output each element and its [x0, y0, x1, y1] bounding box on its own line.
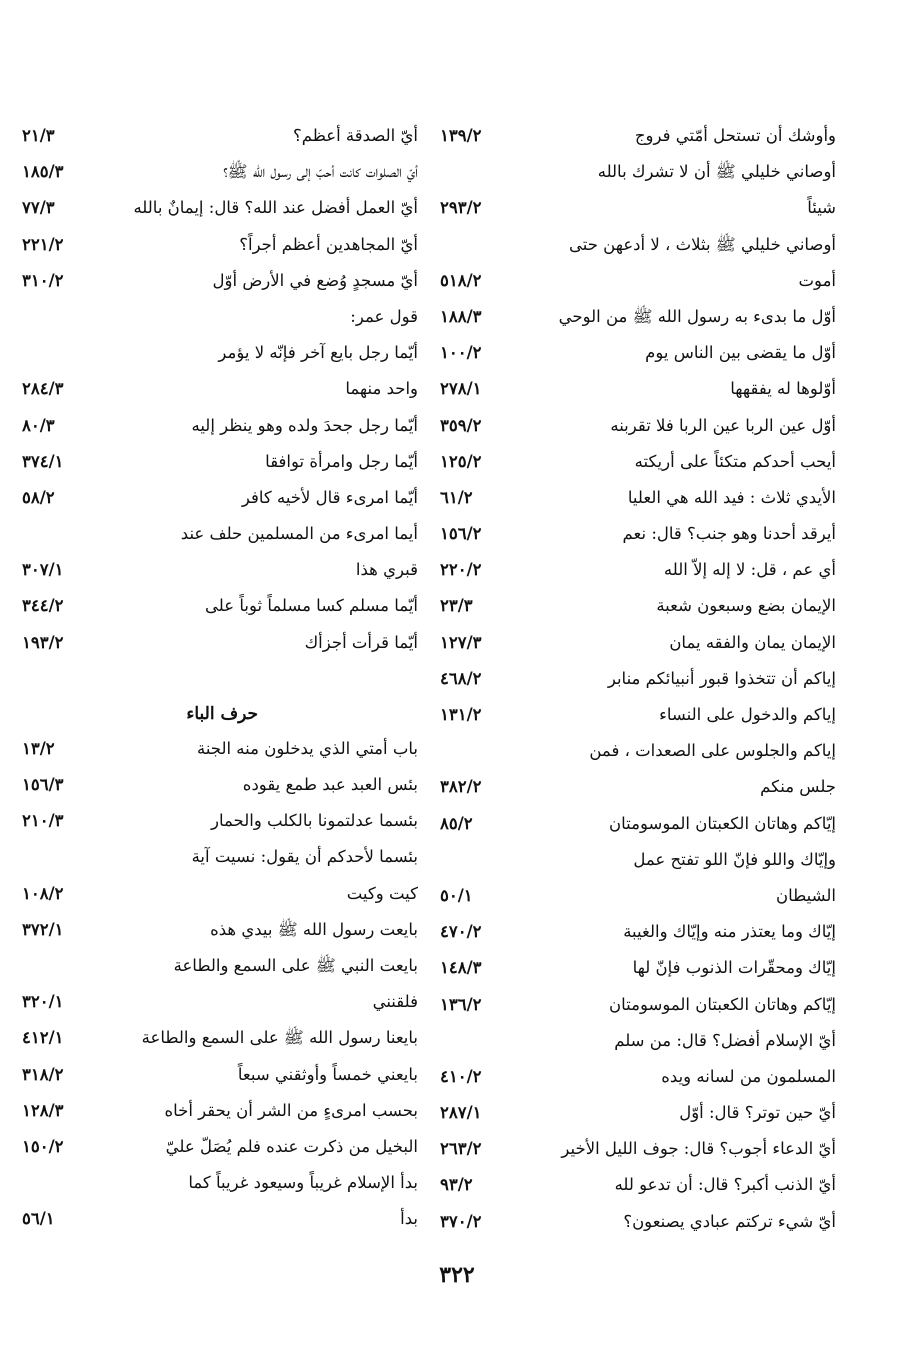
index-entry: [440, 1103, 836, 1139]
index-entry: [440, 1139, 836, 1175]
entry-reference: ١٨٥/٣: [22, 162, 64, 182]
index-entry: [440, 162, 836, 198]
entry-reference: ٤١٠/٢: [440, 1066, 482, 1086]
entry-text: أوّل ما بدىء به رسول الله ﷺ من الوحي: [558, 306, 836, 326]
index-entry: [22, 488, 418, 524]
entry-reference: ١٢٨/٣: [22, 1100, 64, 1120]
entry-reference: ٤٦٨/٢: [440, 668, 482, 688]
entry-text: أوصاني خليلي ﷺ بثلاث ، لا أدعهن حتى: [569, 234, 836, 254]
entry-text: أيحب أحدكم متكئاً على أريكته: [634, 451, 836, 471]
index-entry: [440, 705, 836, 741]
entry-text: بئسما عدلتمونا بالكلب والحمار: [211, 811, 418, 831]
entry-reference: ٧٧/٣: [22, 198, 55, 218]
entry-reference: ٣٧٠/٢: [440, 1211, 482, 1231]
entry-text: أيّما مسلم كسا مسلماً ثوباً على: [205, 596, 418, 616]
entry-text: بحسب امرىءٍ من الشر أن يحقر أخاه: [164, 1100, 418, 1120]
index-entry: [440, 235, 836, 271]
index-entry: [440, 488, 836, 524]
index-entry: [22, 884, 418, 920]
entry-text: أيّ مسجدٍ وُضع في الأرض أوّل: [212, 270, 418, 290]
entry-text: إيّاكم وهاتان الكعبتان الموسومتان: [609, 994, 836, 1014]
left-column-top-entries: [22, 126, 418, 669]
index-entry: [440, 307, 836, 343]
index-entry: [440, 198, 836, 234]
entry-text: أموت: [798, 270, 836, 290]
index-entry: [22, 596, 418, 632]
entry-text: بئس العبد عبد طمع يقوده: [242, 775, 418, 794]
section-heading: حرف الباء: [186, 703, 258, 724]
index-entry: [440, 669, 836, 705]
index-entry: [440, 814, 836, 850]
entry-text: أيّما امرىء قال لأخيه كافر: [241, 487, 418, 507]
section-spacer: [22, 669, 418, 689]
entry-reference: ١٣١/٢: [440, 705, 482, 724]
entry-text: إيّاكم وهاتان الكعبتان الموسومتان: [609, 813, 836, 833]
entry-reference: ١٠٠/٢: [440, 343, 482, 363]
index-entry: [440, 958, 836, 994]
entry-text: أيّ شيء تركتم عبادي يصنعون؟: [623, 1211, 836, 1231]
entry-text: بايعنا رسول الله ﷺ على السمع والطاعة: [141, 1028, 418, 1048]
entry-reference: ٩٣/٢: [440, 1175, 473, 1195]
entry-reference: ٢١/٣: [22, 126, 55, 145]
index-entry: [22, 560, 418, 596]
entry-reference: ٣٥٩/٢: [440, 415, 482, 435]
entry-reference: ٣٠٧/١: [22, 560, 64, 580]
entry-text: أيّما رجل جحدَ ولده وهو ينظر إليه: [191, 415, 418, 435]
entry-reference: ٢٣/٣: [440, 596, 473, 616]
index-entry: [440, 379, 836, 415]
entry-text: الإيمان بضع وسبعون شعبة: [656, 596, 836, 616]
index-entry: [22, 235, 418, 271]
entry-text: أيّ الدعاء أجوب؟ قال: جوف الليل الأخير: [561, 1139, 836, 1159]
entry-text: بايعت رسول الله ﷺ بيدي هذه: [210, 919, 418, 939]
entry-reference: ١٥٦/٣: [22, 775, 64, 794]
entry-text: أيّ الإسلام أفضل؟ قال: من سلم: [614, 1030, 836, 1050]
index-entry: [22, 1065, 418, 1101]
entry-text: الشيطان: [776, 885, 836, 905]
index-entry: [440, 922, 836, 958]
entry-reference: ١٢٧/٣: [440, 632, 482, 652]
entry-reference: ٤١٢/١: [22, 1028, 64, 1048]
entry-text: أوّلوها له يفقهها: [730, 379, 836, 399]
entry-reference: ٥٦/١: [22, 1209, 55, 1229]
index-entry: [440, 886, 836, 922]
index-entry: [440, 416, 836, 452]
entry-reference: ١٣٦/٢: [440, 994, 482, 1014]
entry-reference: ٣٧٤/١: [22, 451, 64, 471]
entry-reference: ٥١٨/٢: [440, 270, 482, 290]
index-entry: [22, 633, 418, 669]
entry-text: المسلمون من لسانه ويده: [661, 1066, 836, 1086]
entry-text: قول عمر:: [350, 306, 418, 326]
index-entry: [22, 1209, 418, 1245]
entry-reference: ٢٨٧/١: [440, 1103, 482, 1123]
entry-text: بدأ: [400, 1209, 418, 1229]
index-entry: [440, 741, 836, 777]
entry-reference: ٢٦٣/٢: [440, 1139, 482, 1159]
index-entry: [22, 307, 418, 343]
entry-text: أيما امرىء من المسلمين حلف عند: [180, 524, 418, 544]
left-column: [22, 126, 418, 1245]
entry-reference: ٣١٨/٢: [22, 1064, 64, 1084]
entry-text: أيّ الذنب أكبر؟ قال: أن تدعو لله: [614, 1175, 836, 1195]
left-column-bottom-entries: [22, 739, 418, 1246]
entry-reference: ٢٧٨/١: [440, 379, 482, 399]
entry-reference: ٢٢١/٢: [22, 234, 64, 254]
entry-text: فلقنني: [372, 992, 418, 1012]
index-entry: [440, 1175, 836, 1211]
entry-text: أيّما رجل بايع آخر فإنّه لا يؤمر: [218, 343, 418, 363]
entry-text: أيّ العمل أفضل عند الله؟ قال: إيمانٌ بالله: [133, 198, 418, 218]
entry-reference: ١٠٨/٢: [22, 883, 64, 903]
entry-text: شيئاً: [807, 198, 836, 218]
entry-reference: ٢٨٤/٣: [22, 379, 64, 399]
index-entry: [22, 126, 418, 162]
index-entry: [22, 343, 418, 379]
index-entry: [22, 847, 418, 883]
entry-reference: ١٩٣/٢: [22, 632, 64, 652]
entry-text: بئسما لأحدكم أن يقول: نسيت آية: [191, 847, 418, 867]
entry-reference: ٥٠/١: [440, 885, 473, 905]
index-entry: [22, 811, 418, 847]
entry-text: قبري هذا: [355, 560, 418, 580]
index-entry: [440, 452, 836, 488]
entry-text: واحد منهما: [345, 379, 418, 399]
entry-text: إيّاك ومحقّرات الذنوب فإنّ لها: [632, 958, 836, 978]
entry-reference: ٣٤٤/٢: [22, 596, 64, 616]
entry-reference: ٦١/٢: [440, 487, 473, 507]
index-entry: [22, 920, 418, 956]
entry-reference: ١٤٨/٣: [440, 958, 482, 978]
entry-text: أيّ حين توتر؟ قال: أوّل: [679, 1103, 836, 1123]
index-entry: [22, 379, 418, 415]
entry-text: بدأ الإسلام غريباً وسيعود غريباً كما: [188, 1173, 418, 1193]
entry-reference: ١٥٦/٢: [440, 524, 482, 544]
entry-reference: ٥٨/٢: [22, 487, 55, 507]
right-column: [440, 126, 836, 1248]
index-entry: [22, 452, 418, 488]
entry-reference: ٨٠/٣: [22, 415, 55, 435]
index-entry: [440, 1212, 836, 1248]
index-entry: [440, 596, 836, 632]
index-entry: [440, 343, 836, 379]
entry-reference: ١٥٠/٢: [22, 1136, 64, 1156]
entry-text: البخيل من ذكرت عنده فلم يُصَلّ عليّ: [165, 1136, 418, 1156]
entry-text: أيّما قرأت أجزأك: [304, 632, 418, 652]
index-entry: [22, 1173, 418, 1209]
index-entry: [22, 739, 418, 775]
entry-reference: ٢١٠/٣: [22, 811, 64, 831]
entry-text: أيّ الصلوات كانت أحبّ إلى رسول الله ﷺ؟: [223, 162, 418, 182]
entry-reference: ١٣/٢: [22, 738, 55, 758]
index-entry: [440, 524, 836, 560]
index-entry: [22, 1101, 418, 1137]
index-entry: [22, 524, 418, 560]
entry-reference: ٣٨٢/٢: [440, 777, 482, 797]
page-number: ٣٢٢: [439, 1262, 475, 1288]
entry-reference: ١٢٥/٢: [440, 451, 482, 471]
index-entry: [22, 198, 418, 234]
index-entry: [22, 162, 418, 198]
entry-text: أيّ المجاهدين أعظم أجراً؟: [239, 234, 418, 254]
section-heading-row: [22, 689, 418, 739]
entry-text: إياكم والدخول على النساء: [659, 705, 836, 724]
index-entry: [440, 126, 836, 162]
index-entry: [22, 775, 418, 811]
entry-reference: ٣٧٢/١: [22, 919, 64, 939]
entry-text: بايعني خمساً وأوثقني سبعاً: [237, 1064, 418, 1084]
entry-reference: ٢٩٣/٢: [440, 198, 482, 218]
entry-text: وأوشك أن تستحل أمّتي فروج: [634, 126, 836, 145]
index-entry: [440, 850, 836, 886]
entry-text: أي عم ، قل: لا إله إلاّ الله: [663, 560, 836, 580]
entry-reference: ٢٢٠/٢: [440, 560, 482, 580]
entry-text: إياكم أن تتخذوا قبور أنبيائكم منابر: [607, 668, 836, 688]
entry-reference: ٣١٠/٢: [22, 270, 64, 290]
index-entry: [440, 633, 836, 669]
entry-text: أوّل عين الربا عين الربا فلا تقربنه: [610, 415, 836, 435]
entry-reference: ١٣٩/٢: [440, 126, 482, 145]
entry-text: أوصاني خليلي ﷺ أن لا تشرك بالله: [597, 162, 836, 182]
index-entry: [22, 956, 418, 992]
index-entry: [22, 992, 418, 1028]
entry-text: أوّل ما يقضى بين الناس يوم: [645, 343, 836, 363]
entry-text: أيّ الصدقة أعظم؟: [292, 126, 418, 145]
entry-text: الإيمان يمان والفقه يمان: [669, 632, 836, 652]
entry-text: إيّاك وما يعتذر منه وإيّاك والغيبة: [623, 922, 836, 942]
entry-text: وإيّاك واللو فإنّ اللو تفتح عمل: [633, 849, 836, 869]
index-entry: [440, 1067, 836, 1103]
entry-text: جلس منكم: [760, 777, 836, 797]
entry-text: أيّما رجل وامرأة توافقا: [265, 451, 418, 471]
entry-text: إياكم والجلوس على الصعدات ، فمن: [589, 741, 836, 761]
index-entry: [22, 416, 418, 452]
entry-reference: ٤٧٠/٢: [440, 922, 482, 942]
entry-reference: ٨٥/٢: [440, 813, 473, 833]
entry-text: الأيدي ثلاث : فيد الله هي العليا: [627, 487, 836, 507]
entry-reference: ٣٢٠/١: [22, 992, 64, 1012]
index-entry: [440, 1031, 836, 1067]
index-entry: [440, 271, 836, 307]
entry-text: كيت وكيت: [346, 883, 418, 903]
index-entry: [22, 1137, 418, 1173]
index-entry: [440, 777, 836, 813]
entry-text: باب أمتي الذي يدخلون منه الجنة: [196, 738, 418, 758]
entry-text: بايعت النبي ﷺ على السمع والطاعة: [173, 955, 418, 975]
entry-reference: ١٨٨/٣: [440, 306, 482, 326]
index-entry: [22, 1028, 418, 1064]
index-entry: [22, 271, 418, 307]
entry-text: أيرقد أحدنا وهو جنب؟ قال: نعم: [622, 524, 836, 544]
index-entry: [440, 560, 836, 596]
index-entry: [440, 995, 836, 1031]
